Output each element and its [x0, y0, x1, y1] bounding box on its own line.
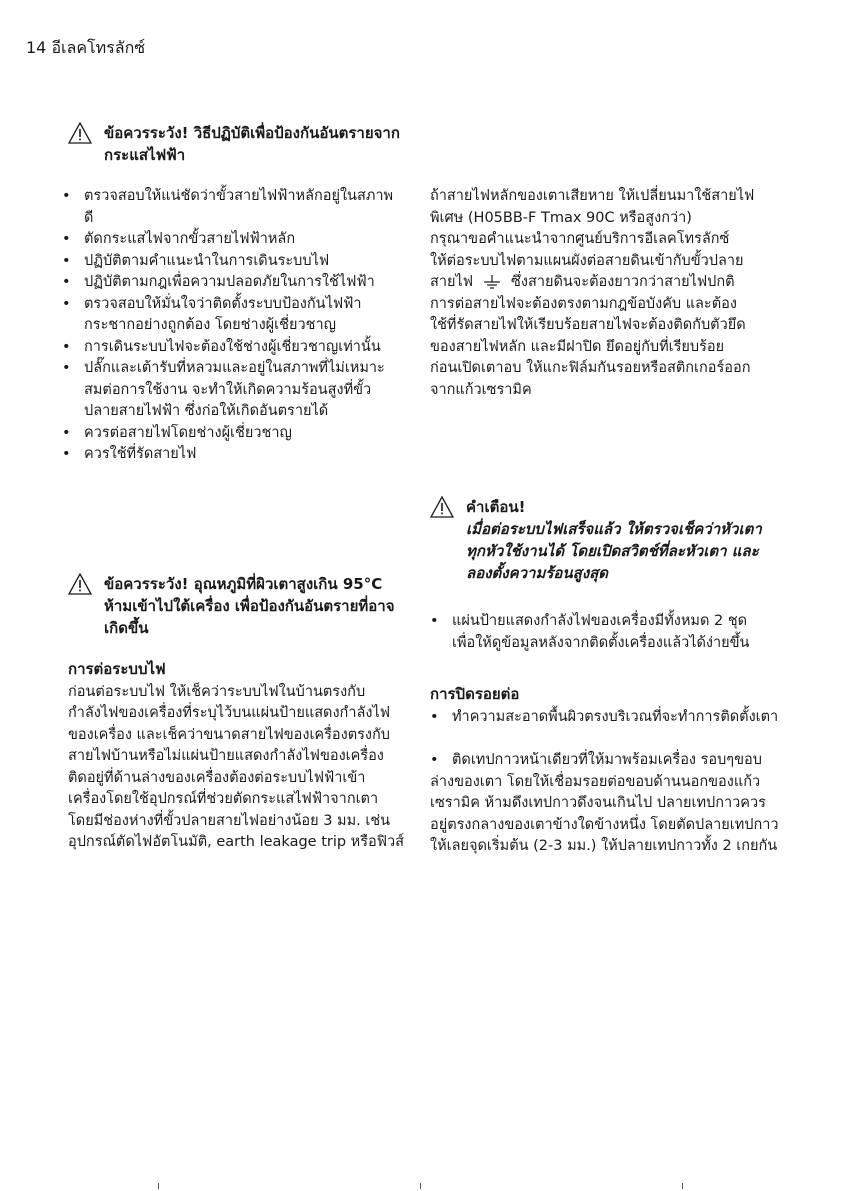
paragraph-line: ติดอยู่ที่ด้านล่างของเครื่องต้องต่อระบบไฟฟ้าเข้า	[68, 769, 366, 786]
page-header: 14 อีเลคโทรลักซ์	[26, 38, 146, 57]
warning-line: ลองตั้งความร้อนสูงสุด	[466, 564, 609, 582]
paragraph-line: ล่างของเตา โดยให้เชื่อมรอยต่อขอบด้านนอกของแก้ว	[430, 773, 761, 790]
checklist-item: • ตรวจสอบให้แน่ชัดว่าขั้วสายไฟฟ้าหลักอยู่ในสภาพดี	[62, 186, 398, 229]
paragraph-line: ทำความสะอาดพื้นผิวตรงบริเวณที่จะทำการติดตั้งเตา	[452, 708, 779, 725]
paragraph-line: เครื่องโดยใช้อุปกรณ์ที่ช่วยตัดกระแสไฟฟ้าจากเตา	[68, 791, 379, 807]
paragraph-line-with-ground	[430, 272, 772, 294]
paragraph-line: กรุณาขอคำแนะนำจากศูนย์บริการอีเลคโทรลักซ์	[430, 231, 730, 247]
warning-title: คำเตือน!	[466, 498, 526, 516]
paragraph-line: ให้เลยจุดเริ่มต้น (2-3 มม.) ให้ปลายเทปกาวทั้ง 2 เกยกัน	[430, 838, 778, 854]
warning-line: ข้อควรระวัง! วิธีปฏิบัติเพื่อป้องกันอันตรายจาก	[104, 124, 400, 142]
checklist-item: • ตัดกระแสไฟจากขั้วสายไฟฟ้าหลัก	[62, 229, 398, 251]
paragraph-line: แผ่นป้ายแสดงกำลังไฟของเครื่องมีทั้งหมด 2 ชุด	[452, 613, 748, 629]
warning-triangle-icon	[430, 496, 454, 518]
bullet-icon: •	[430, 708, 439, 725]
paragraph-line: จากแก้วเซรามิค	[430, 381, 532, 398]
warning-line: กระแสไฟฟ้า	[104, 146, 186, 164]
paragraph-line: เพื่อให้ดูข้อมูลหลังจากติดตั้งเครื่องแล้วได้ง่ายขึ้น	[452, 634, 750, 651]
warning-line: ทุกหัวใช้งานได้ โดยเปิดสวิตช์ที่ละหัวเตา และ	[466, 542, 759, 560]
paragraph-line: อุปกรณ์ตัดไฟอัตโนมัติ, earth leakage trip หรือฟิวส์	[68, 834, 404, 850]
section-heading: การต่อระบบไฟ	[68, 660, 166, 678]
paragraph-line: โดยมีช่องห่างที่ขั้วปลายสายไฟอย่างน้อย 3 มม. เช่น	[68, 812, 391, 829]
checklist-item: • ควรต่อสายไฟโดยช่างผู้เชี่ยวชาญ	[62, 423, 398, 445]
paragraph-line: อยู่ตรงกลางของเตาข้างใดข้างหนึ่ง โดยตัดปลายเทปกาว	[430, 816, 779, 833]
paragraph-text: สายไฟ	[430, 274, 474, 290]
bullet-icon: •	[430, 752, 439, 768]
paragraph-text: ซึ่งสายดินจะต้องยาวกว่าสายไฟปกติ	[511, 274, 735, 290]
warning-triangle-icon	[68, 122, 92, 144]
paragraph-line: เซรามิค ห้ามดึงเทปกาวดึงจนเกินไป ปลายเทปกาวควร	[430, 795, 766, 811]
safety-checklist	[62, 186, 398, 466]
section-heading: การปิดรอยต่อ	[430, 685, 520, 703]
checklist-item: • การเดินระบบไฟจะต้องใช้ช่างผู้เชี่ยวชาญเท่านั้น	[62, 337, 398, 359]
ground-symbol-icon	[481, 274, 503, 290]
paragraph-line: กำลังไฟของเครื่องที่ระบุไว้บนแผ่นป้ายแสดงกำลังไฟ	[68, 705, 391, 721]
paragraph-line: สายไฟบ้านหรือไม่แผ่นป้ายแสดงกำลังไฟของเครื่อง	[68, 748, 384, 764]
rating-plate-note	[430, 611, 772, 654]
paragraph-line: ก่อนต่อระบบไฟ ให้เช็คว่าระบบไฟในบ้านตรงกับ	[68, 683, 366, 700]
checklist-item: • ปลั๊กและเต้ารับที่หลวมและอยู่ในสภาพที่ไม่เหมาะ สมต่อการใช้งาน จะทำให้เกิดความร้อนสูงที่ขั้ว ปลายสายไฟฟ้า ซึ่งก่อให้เกิดอันตรายได้	[62, 358, 398, 423]
warning-surface-temp	[68, 573, 404, 639]
warning-electric	[68, 122, 404, 166]
checklist-item: • ตรวจสอบให้มั่นใจว่าติดตั้งระบบป้องกันไฟฟ้า กระชากอย่างถูกต้อง โดยช่างผู้เชี่ยวชาญ	[62, 294, 398, 337]
crop-mark	[158, 1183, 159, 1189]
paragraph-line: พิเศษ (H05BB-F Tmax 90C หรือสูงกว่า)	[430, 209, 692, 226]
checklist-item: • ควรใช้ที่รัดสายไฟ	[62, 444, 398, 466]
paragraph-line: การต่อสายไฟจะต้องตรงตามกฎข้อบังคับ และต้อง	[430, 295, 737, 312]
paragraph-line: ก่อนเปิดเตาอบ ให้แกะฟิล์มกันรอยหรือสติกเกอร์ออก	[430, 360, 751, 376]
bullet-icon: •	[430, 613, 439, 629]
paragraph-line: ติดเทปกาวหน้าเดียวที่ให้มาพร้อมเครื่อง รอบๆขอบ	[452, 752, 762, 768]
connection-section	[68, 659, 404, 854]
cable-replacement	[430, 186, 772, 401]
checklist-item: • ปฏิบัติตามคำแนะนำในการเดินระบบไฟ	[62, 251, 398, 273]
paragraph-line: ของสายไฟหลัก และมีฝาปิด ยึดอยู่กับที่เรียบร้อย	[430, 338, 725, 355]
paragraph-line: ของเครื่อง และเช็คว่าขนาดสายไฟของเครื่องตรงกับ	[68, 726, 390, 743]
warning-line: เกิดขึ้น	[104, 619, 149, 637]
crop-mark	[420, 1183, 421, 1189]
warning-triangle-icon	[68, 573, 92, 595]
paragraph-line: ให้ต่อระบบไฟตามแผนผังต่อสายดินเข้ากับขั้วปลาย	[430, 252, 744, 269]
paragraph-line: ถ้าสายไฟหลักของเตาเสียหาย ให้เปลี่ยนมาใช้สายไฟ	[430, 188, 755, 204]
warning-line: ข้อควรระวัง! อุณหภูมิที่ผิวเตาสูงเกิน 95°C	[104, 575, 383, 593]
paragraph-line: ใช้ที่รัดสายไฟให้เรียบร้อยสายไฟจะต้องติดกับตัวยึด	[430, 317, 746, 333]
crop-mark	[682, 1183, 683, 1189]
warning-test-burners	[430, 496, 772, 584]
sealing-section	[430, 684, 779, 858]
checklist-item: • ปฏิบัติตามกฎเพื่อความปลอดภัยในการใช้ไฟฟ้า	[62, 272, 398, 294]
warning-line: ห้ามเข้าไปใต้เครื่อง เพื่อป้องกันอันตรายที่อาจ	[104, 597, 395, 615]
warning-line: เมื่อต่อระบบไฟเสร็จแล้ว ให้ตรวจเช็คว่าหัวเตา	[466, 520, 762, 538]
